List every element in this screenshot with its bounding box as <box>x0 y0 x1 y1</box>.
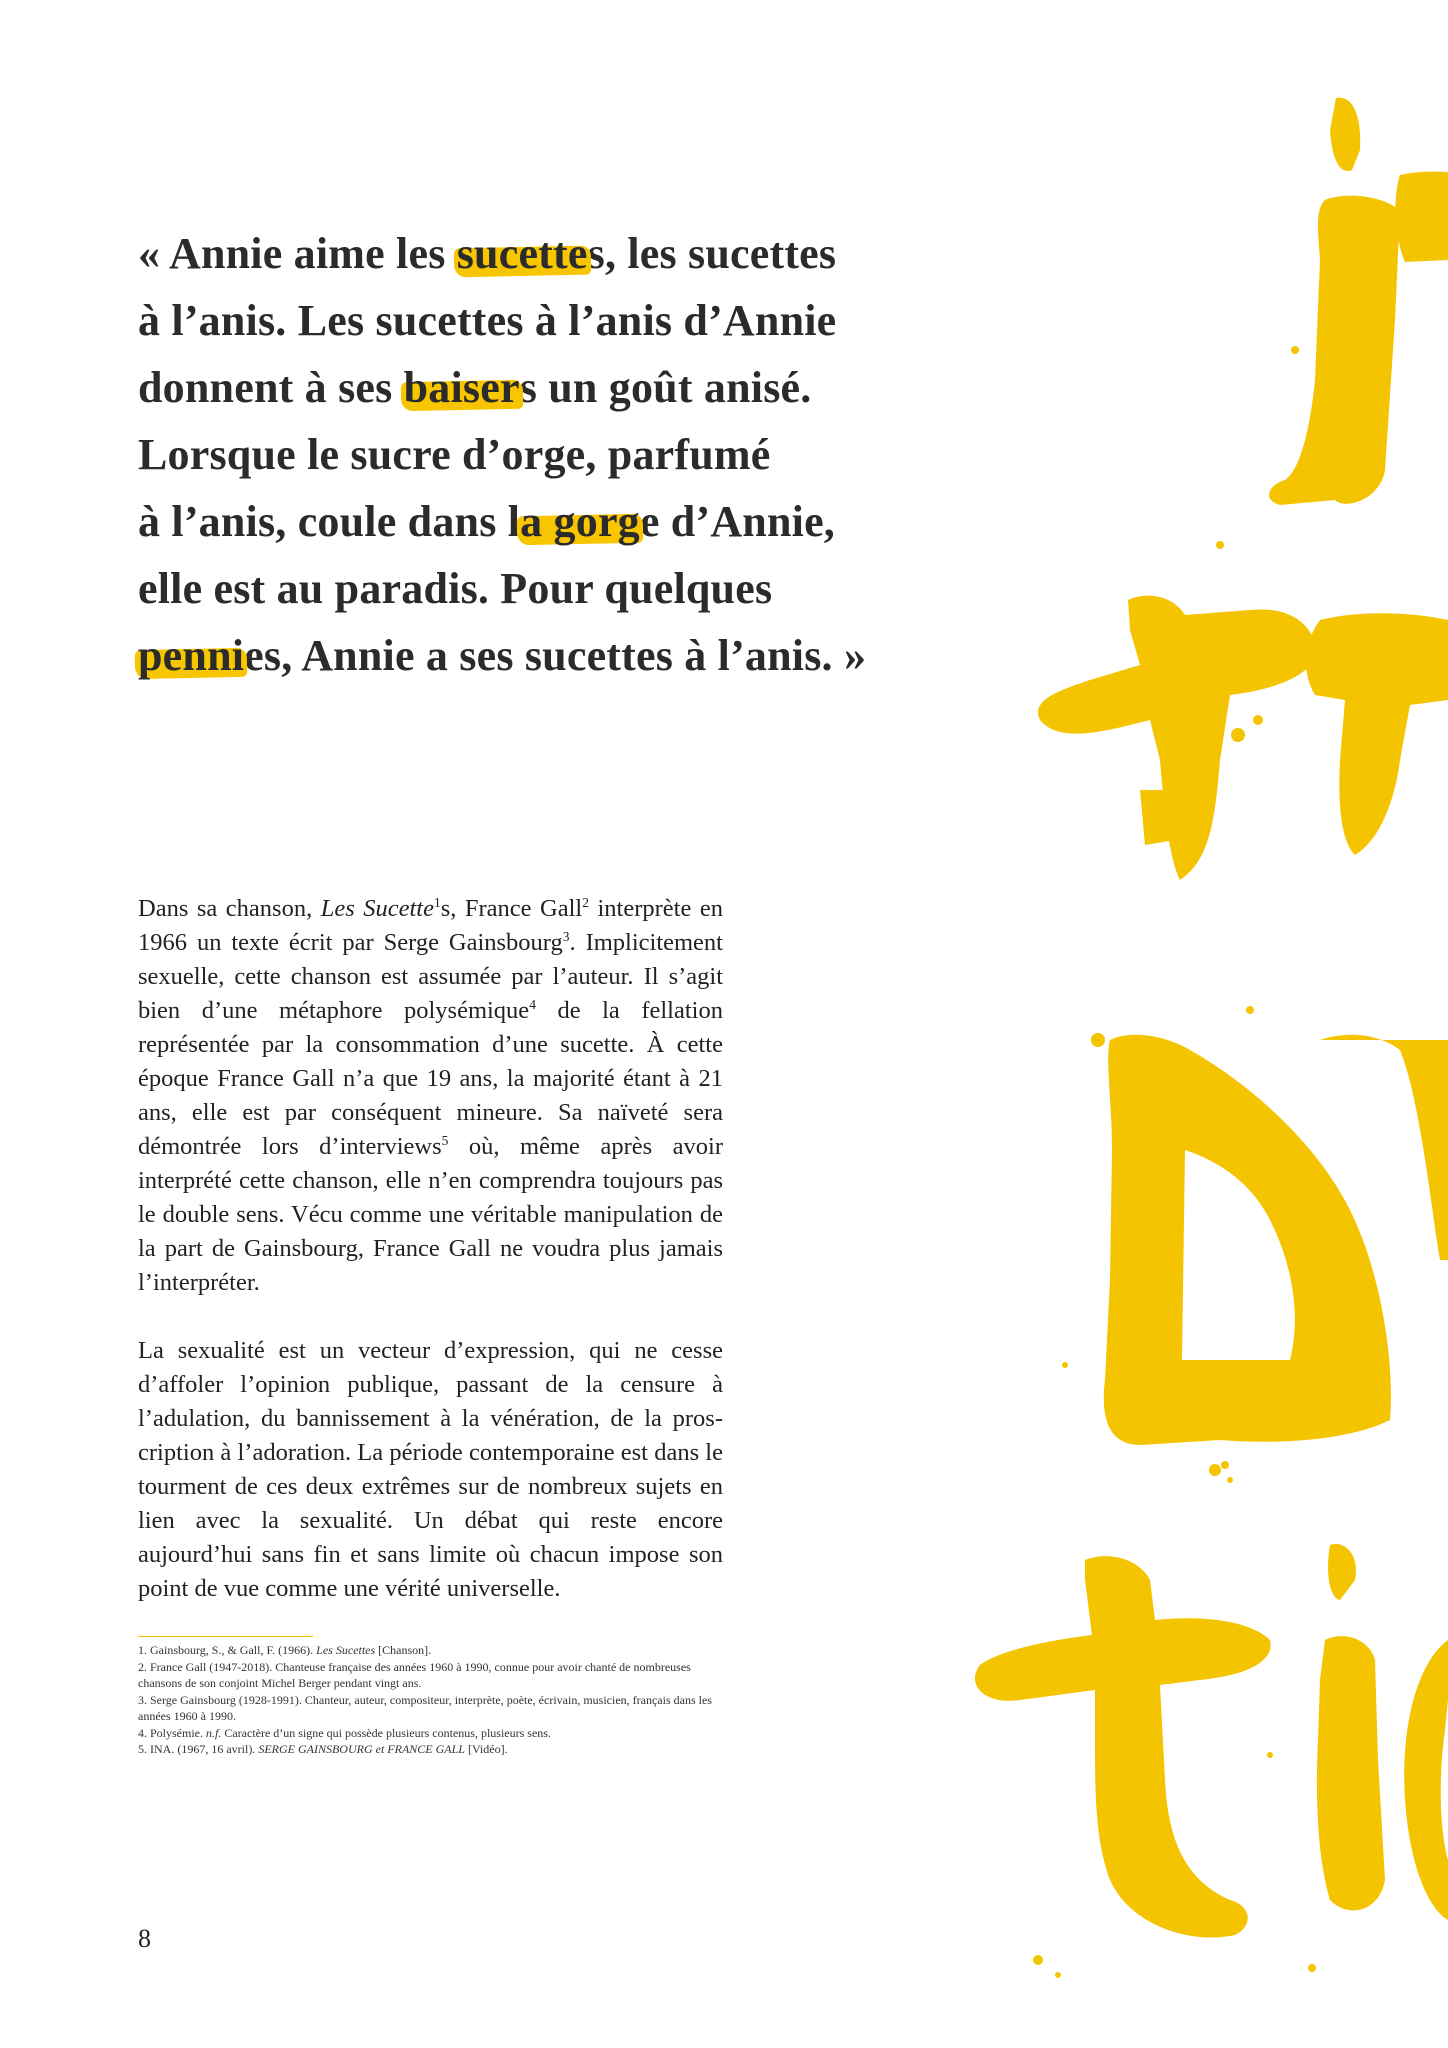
footnote-ref-4[interactable]: 4 <box>529 996 536 1012</box>
footnote-ref-3[interactable]: 3 <box>562 928 570 944</box>
quote-line-7: pennies, Annie a ses sucettes à l’anis. » <box>138 631 867 680</box>
page-number: 8 <box>138 1924 151 1953</box>
footnote-5: 5. INA. (1967, 16 avril). SERGE GAINSBOURG et FRANCE GALL [Vidéo]. <box>138 1742 508 1756</box>
pull-quote <box>138 220 938 689</box>
quote-line-6: elle est au paradis. Pour quelques <box>138 564 773 613</box>
footnote-2: 2. France Gall (1947-2018). Chanteuse française des années 1960 à 1990, connue pour avoir chanté de nombreuses chansons de son conjoint Michel Berger pendant vingt ans. <box>138 1659 691 1690</box>
paragraph-1: Dans sa chanson, Les Sucette$^1$s, France Gall$^2$ interprète en 1966 un texte écrit par Serge Gainsbourg$^3$. Implicitement sexuelle, cette chanson est assumée par l’auteur. Il s’agit bien d’une métaphore polysémique$^4$ de la fellation représentée par la consommation d’une sucette. À cette époque France Gall n’a que 19 ans, la majorité étant à 21 ans, elle est par conséquent mineure. Sa naïveté sera démontrée lors d’interviews$^5$ où, même après avoir interprété cette chanson, elle n’en comprendra toujours pas le double sens. Vécu comme une véritable manipulation de la part de Gainsbourg, France Gall ne voudra plus jamais l’interpréter. <box>138 894 723 1296</box>
footnote-ref-5[interactable]: 5 <box>441 1132 449 1148</box>
footnote-divider <box>138 1636 313 1637</box>
footnote-3: 3. Serge Gainsbourg (1928-1991). Chanteur, auteur, compositeur, interprète, poète, écrivain, musicien, français dans les années 1960 à 1990. <box>138 1692 712 1723</box>
highlight-baiser: baiser <box>403 363 520 412</box>
song-title: Les Sucette <box>320 895 434 922</box>
paragraph-2: La sexualité est un vecteur d’expression, qui ne cesse d’affoler l’opinion publique, passant de la censure à l’adulation, du bannissement à la vénération, de la proscription à l’adoration. La période contemporaine est dans le tourment de ces deux extrêmes sur de nombreux sujets en lien avec la sexualité. Un débat qui reste encore aujourd’hui sans fin et sans limite où chacun impose son point de vue comme une vérité universelle. <box>138 1337 723 1602</box>
footnotes <box>138 1642 723 1758</box>
quote-line-3: donnent à ses baisers un goût anisé. <box>138 363 812 412</box>
footnote-ref-1[interactable]: 1 <box>433 894 441 910</box>
quote-line-2: à l’anis. Les sucettes à l’anis d’Annie <box>138 296 837 345</box>
footnote-ref-2[interactable]: 2 <box>582 894 589 910</box>
highlight-gorge: a gorg <box>520 497 640 546</box>
footnote-4: 4. Polysémie. n.f. Caractère d’un signe qui possède plusieurs contenus, plusieurs sens. <box>138 1725 551 1740</box>
footnote-1: 1. Gainsbourg, S., & Gall, F. (1966). Les Sucettes [Chanson]. <box>138 1643 432 1657</box>
quote-line-4: Lorsque le sucre d’orge, parfumé <box>138 430 771 479</box>
body-text <box>138 892 723 1640</box>
highlight-sucette: sucette <box>456 229 588 278</box>
quote-line-1: « Annie aime les sucettes, les sucettes <box>138 229 837 278</box>
highlight-penni: penni <box>138 631 245 680</box>
quote-line-5: à l’anis, coule dans la gorge d’Annie, <box>138 497 835 546</box>
